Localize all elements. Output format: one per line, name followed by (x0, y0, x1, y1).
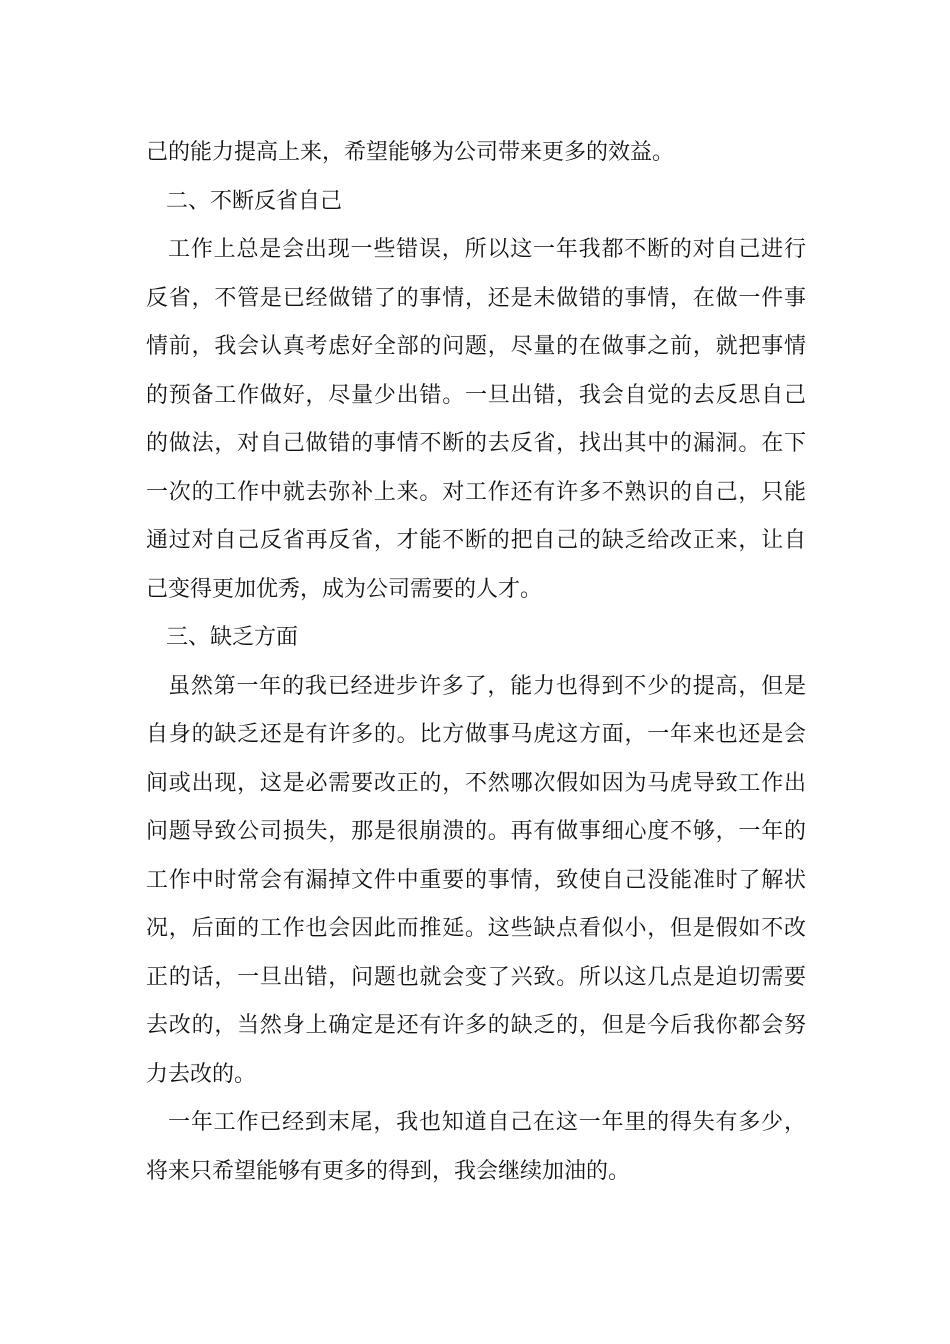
paragraph-line: 正的话，一旦出错，问题也就会变了兴致。所以这几点是迫切需要 (146, 964, 806, 990)
section-heading: 二、不断反省自己 (166, 188, 343, 214)
paragraph-line: 的预备工作做好，尽量少出错。一旦出错，我会自觉的去反思自己 (146, 382, 806, 408)
paragraph-line: 情前，我会认真考虑好全部的问题，尽量的在做事之前，就把事情 (146, 334, 806, 359)
paragraph-line: 虽然第一年的我已经进步许多了，能力也得到不少的提高，但是 (168, 673, 806, 699)
paragraph-line: 反省，不管是已经做错了的事情，还是未做错的事情，在做一件事 (146, 285, 806, 311)
paragraph-line: 将来只希望能够有更多的得到，我会继续加油的。 (146, 1158, 631, 1184)
paragraph-line: 己变得更加优秀，成为公司需要的人才。 (146, 576, 543, 602)
document-body (146, 129, 806, 1196)
section-heading: 三、缺乏方面 (166, 625, 299, 650)
paragraph-line: 自身的缺乏还是有许多的。比方做事马虎这方面，一年来也还是会 (146, 722, 806, 747)
paragraph-line: 去改的，当然身上确定是还有许多的缺乏的，但是今后我你都会努 (146, 1013, 806, 1038)
paragraph-line: 问题导致公司损失，那是很崩溃的。再有做事细心度不够，一年的 (146, 819, 806, 844)
paragraph-line: 通过对自己反省再反省，才能不断的把自己的缺乏给改正来，让自 (146, 528, 806, 553)
paragraph-line: 己的能力提高上来，希望能够为公司带来更多的效益。 (146, 140, 675, 165)
paragraph-line: 一年工作已经到末尾，我也知道自己在这一年里的得失有多少， (168, 1110, 806, 1135)
paragraph-line: 间或出现，这是必需要改正的，不然哪次假如因为马虎导致工作出 (146, 770, 806, 796)
paragraph-line: 工作中时常会有漏掉文件中重要的事情，致使自己没能准时了解状 (146, 867, 806, 893)
paragraph-line: 况，后面的工作也会因此而推延。这些缺点看似小，但是假如不改 (146, 916, 806, 941)
paragraph-line: 力去改的。 (146, 1061, 257, 1087)
paragraph-line: 工作上总是会出现一些错误，所以这一年我都不断的对自己进行 (168, 237, 806, 262)
paragraph-line: 一次的工作中就去弥补上来。对工作还有许多不熟识的自己，只能 (146, 479, 806, 505)
paragraph-line: 的做法，对自己做错的事情不断的去反省，找出其中的漏洞。在下 (146, 431, 806, 456)
